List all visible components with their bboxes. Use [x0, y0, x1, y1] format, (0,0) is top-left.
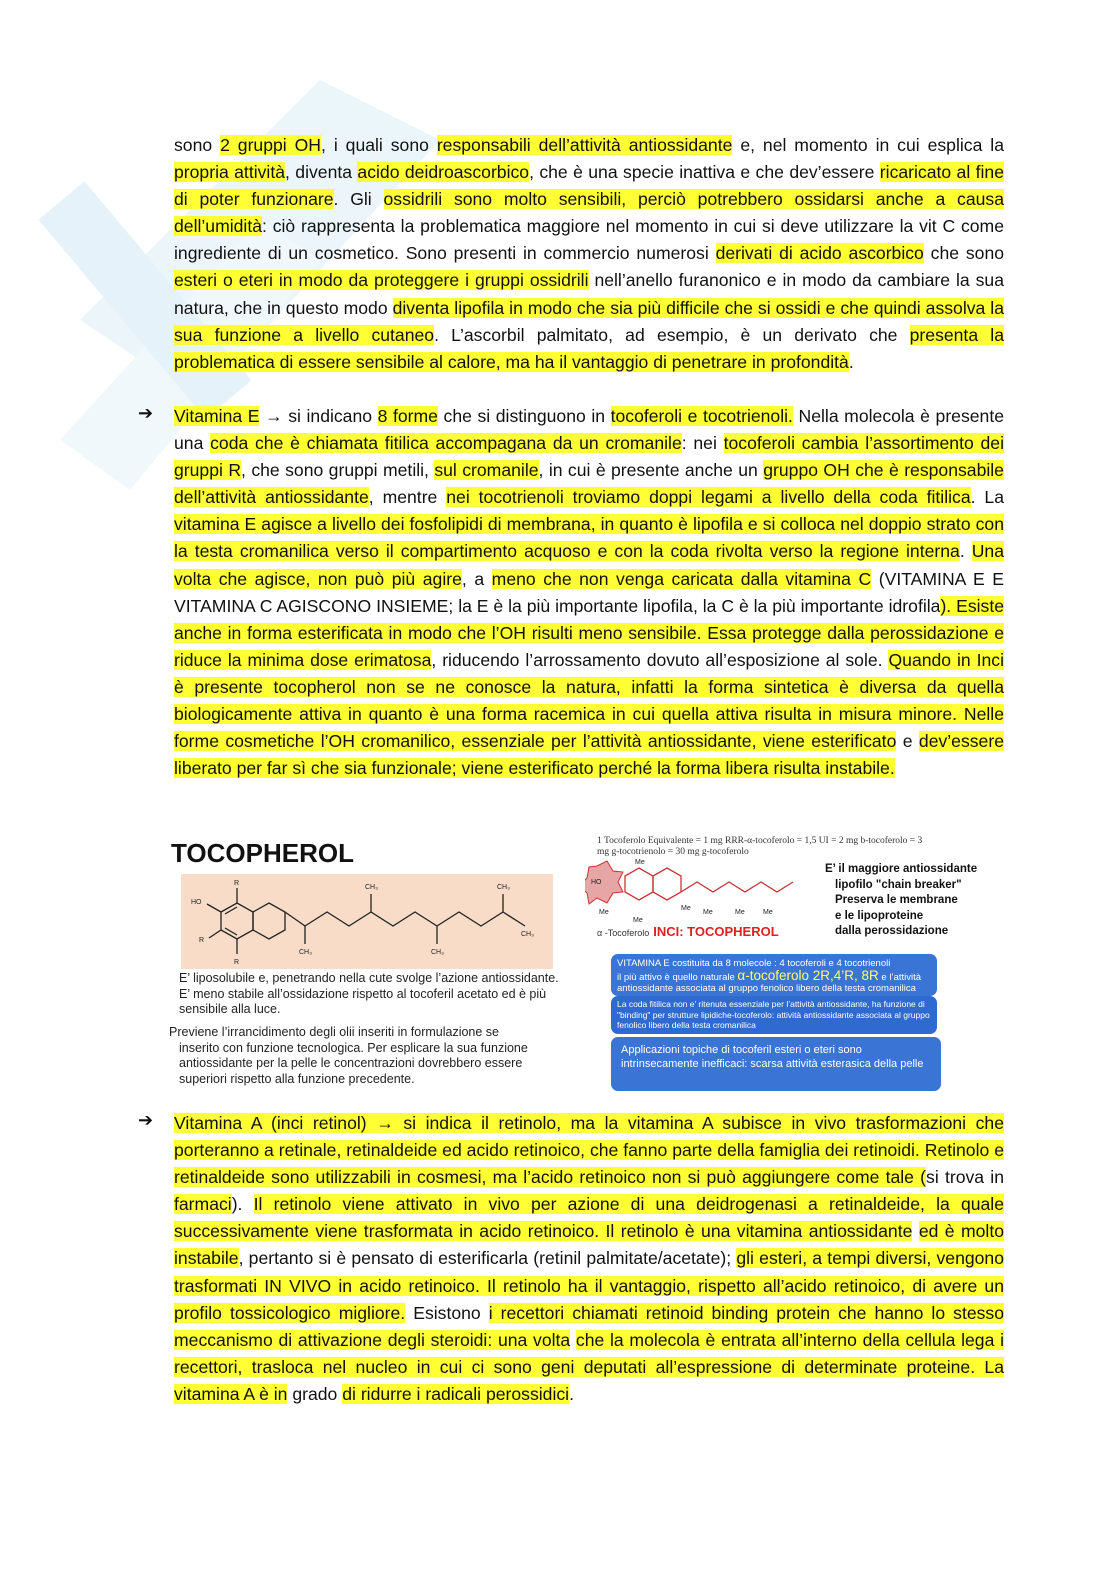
- highlighted-text: coda che è chiamata fitilica accompagana da un cromanile: [210, 433, 682, 454]
- info-box-topical: Applicazioni topiche di tocoferil esteri o eteri sono intrinsecamente inefficaci: scarsa attività esterasica della pelle: [611, 1037, 941, 1091]
- text-run: , diventa: [285, 162, 358, 183]
- text-run: che si distinguono in: [437, 406, 611, 426]
- note-line-1: lipofilo "chain breaker": [835, 878, 962, 891]
- text-run: , pertanto si è pensato di esterificarla (retinil palmitate/acetate);: [238, 1248, 737, 1269]
- highlighted-text: Vitamina A (inci retinol): [174, 1113, 377, 1133]
- text-run: . Gli: [333, 189, 384, 210]
- text-run: , che è una specie inattiva e che dev’essere: [529, 162, 880, 183]
- struct-ch3-c: CH₃: [431, 949, 444, 956]
- highlighted-text: Il retinolo viene attivato in vivo per azione di una deidrogenasi a retinaldeide, la quale successivamente viene trasformata in acido retinoico. Il retinolo è una vitamina antiossidante: [174, 1194, 1004, 1242]
- text-run: che sono: [923, 243, 1005, 264]
- highlighted-text: gruppo OH che è responsabile dell’attività antiossidante: [174, 460, 1004, 508]
- text-run: , che sono gruppi metili,: [241, 460, 435, 481]
- note-line-3: e le lipoproteine: [835, 909, 924, 922]
- highlighted-text: ossidrili sono molto sensibili, perciò potrebbero ossidarsi anche a causa dell’umidità: [174, 189, 1004, 237]
- box1-line-2a: il più attivo è quello naturale: [617, 971, 738, 983]
- highlighted-text: che la molecola è entrata all’interno della cellula lega i recettori, trasloca nel nucleo in cui ci sono geni deputati all’espressione di determinate proteine. La vitamina A è in: [174, 1329, 1004, 1404]
- highlighted-text: propria attività: [174, 162, 286, 183]
- highlighted-text: Quando in Inci è presente tocopherol non se ne conosce la natura, infatti la forma sintetica è diversa da quella biologicamente attiva in quanto è una forma racemica in cui quella attiva risulta in misura minore. Nelle forme cosmetiche l’OH cromanilico, essenziale per l’attività antiossidante, viene esterificato: [174, 649, 1005, 752]
- text-run: Nella molecola è presente una: [174, 406, 1005, 454]
- text-run: , in cui è presente anche un: [538, 460, 764, 481]
- inci-label: [597, 924, 779, 939]
- mol-ho: HO: [591, 879, 602, 886]
- info-box-phytyl-tail: La coda fitilica non e’ ritenuta essenziale per l’attività antiossidante, ha funzione di "binding" per strutture lipidiche-tocoferolo: attività antiossidante associata al gruppo fenolico libero della testa cromanilica: [611, 996, 937, 1034]
- text-run: →: [265, 406, 283, 426]
- tocopherol-equivalence: 1 Tocoferolo Equivalente = 1 mg RRR-α-tocoferolo = 1,5 UI = 2 mg b-tocoferolo = 3 mg g-tocotrienolo = 30 mg g-tocoferolo: [597, 836, 923, 857]
- mol-me-1: Me: [635, 859, 645, 866]
- struct-ch3-e: CH₃: [521, 931, 534, 938]
- highlighted-text: 8 forme: [377, 406, 438, 426]
- inci-name: INCI: TOCOPHEROL: [653, 924, 779, 939]
- note-first: E’ il maggiore antiossidante: [825, 863, 978, 875]
- highlighted-text: Una volta che agisce, non può più agire: [174, 541, 1004, 589]
- figure-description-2-first: Previene l’irrancidimento degli olii inseriti in formulazione se: [169, 1025, 500, 1039]
- box1-line-1: VITAMINA E costituita da 8 molecole : 4 tocoferoli e 4 tocotrienoli: [617, 958, 891, 969]
- figure-description-2-rest: inserito con funzione tecnologica. Per esplicare la sua funzione antiossidante per la pelle le concentrazioni dovrebbero essere superiori rispetto alla funzione precedente.: [179, 1040, 528, 1086]
- highlighted-text: responsabili dell’attività antiossidante: [436, 135, 733, 155]
- tocopherol-structure: [181, 874, 553, 969]
- text-run: , mentre: [368, 487, 447, 508]
- struct-r-bottom: R: [234, 959, 240, 966]
- highlighted-text: 2 gruppi OH: [220, 135, 322, 155]
- figure-description-2: [169, 1025, 559, 1087]
- highlighted-text: gli esteri, a tempi diversi, vengono trasformati IN VIVO in acido retinoico. Il retinolo ha il vantaggio, rispetto all’acido retinoico, di avere un profilo tossicologico migliore.: [174, 1248, 1004, 1323]
- text-run: si indicano: [282, 406, 378, 426]
- text-run: Esistono: [405, 1302, 489, 1323]
- struct-ch3-b: CH₃: [365, 884, 378, 891]
- text-run: . La: [970, 487, 1004, 508]
- figure-title: TOCOPHEROL: [171, 838, 354, 868]
- highlighted-text: sul cromanile: [434, 460, 539, 481]
- highlighted-text: vitamina E agisce a livello dei fosfolipidi di membrana, in quanto è lipofila e si colloca nel doppio strato con la testa cromanilica verso il compartimento acquoso e con la coda rivolta verso la regione interna: [174, 514, 1004, 562]
- text-run: , riducendo l’arrossamento dovuto all’esposizione al sole.: [431, 649, 889, 670]
- highlighted-text: ricaricato al fine di poter funzionare: [174, 162, 1005, 210]
- text-run: sono: [174, 135, 221, 155]
- highlighted-text: Vitamina E: [174, 406, 260, 426]
- highlighted-text: ed è molto instabile: [174, 1221, 1004, 1269]
- text-run: .: [959, 541, 972, 562]
- text-run: ).: [231, 1194, 254, 1215]
- highlighted-text: diventa lipofila in modo che sia più difficile che si ossidi e che quindi assolva la sua funzione a livello cutaneo: [174, 297, 1004, 345]
- text-run: .: [848, 351, 854, 372]
- mol-me-3: Me: [633, 917, 643, 924]
- text-run: si trova in: [926, 1167, 1004, 1188]
- inci-prefix: α -Tocoferolo: [597, 928, 650, 938]
- highlighted-text: →: [376, 1113, 394, 1133]
- note-line-2: Preserva le membrane: [835, 894, 958, 906]
- figure-description-1: E’ liposolubile e, penetrando nella cute svolge l’azione antiossidante. E’ meno stabile all’ossidazione rispetto al tocoferil acetato ed è più sensibile alla luce.: [179, 971, 559, 1016]
- mol-me-2: Me: [599, 909, 609, 916]
- highlighted-text: dev’essere liberato per far sì che sia funzionale; viene esterificato perché la forma libera risulta instabile.: [174, 731, 1004, 779]
- box1-line-2b: e l’attività antiossidante associata al gruppo fenolico libero della testa cromanilica: [617, 971, 922, 994]
- highlighted-text: meno che non venga caricata dalla vitamina C: [491, 568, 872, 589]
- highlighted-text: di ridurre i radicali perossidici: [342, 1383, 570, 1404]
- mol-me-6: Me: [735, 909, 745, 916]
- struct-ho: HO: [191, 899, 202, 906]
- box1-line-2: [617, 967, 931, 995]
- text-run: . L’ascorbil palmitato, ad esempio, è un derivato che: [434, 324, 910, 345]
- paragraph-vitamin-e: [174, 403, 1004, 782]
- paragraph-vitamin-c: [174, 132, 1004, 376]
- highlighted-text: derivati di acido ascorbico: [715, 243, 924, 264]
- mol-me-7: Me: [763, 909, 773, 916]
- highlighted-text: nei tocotrienoli troviamo doppi legami a livello della coda fitilica: [446, 487, 971, 508]
- text-run: e, nel momento in cui esplica la: [732, 135, 1004, 155]
- highlighted-text: ). Esiste anche in forma esterificata in modo che l’OH risulti meno sensibile. Essa protegge dalla perossidazione e riduce la minima dose erimatosa: [174, 595, 1005, 670]
- highlighted-text: tocoferoli cambia l’assortimento dei gruppi R: [174, 433, 1004, 481]
- struct-ch3-d: CH₃: [497, 884, 510, 891]
- box1-highlight: α-tocoferolo 2R,4’R, 8R: [737, 967, 879, 983]
- text-run: nell’anello furanonico e in modo da cambiare la sua natura, che in questo modo: [174, 270, 1005, 318]
- text-run: , a: [461, 568, 492, 589]
- struct-r-left: R: [199, 937, 205, 944]
- highlighted-text: esteri o eteri in modo da proteggere i gruppi ossidrili: [174, 270, 589, 291]
- text-run: (VITAMINA E E VITAMINA C AGISCONO INSIEME; la E è la più importante lipofila, la C è la più importante idrofila: [174, 568, 1004, 616]
- highlighted-text: acido deidroascorbico: [357, 162, 530, 183]
- struct-ch3-a: CH₃: [299, 949, 312, 956]
- mol-me-4: Me: [681, 905, 691, 912]
- note-line-4: dalla perossidazione: [835, 925, 949, 937]
- highlighted-text: tocoferoli e tocotrienoli.: [610, 406, 793, 426]
- text-run: : ciò rappresenta la problematica maggiore nel momento in cui si deve utilizzare la vit C come ingrediente di un cosmetico. Sono presenti in commercio numerosi: [174, 216, 1004, 264]
- mol-me-5: Me: [703, 909, 713, 916]
- struct-r-top: R: [234, 880, 240, 887]
- paragraph-vitamin-a: [174, 1110, 1004, 1408]
- text-run: [912, 1221, 918, 1241]
- tocopherol-figure: [165, 830, 1010, 1105]
- highlighted-text: farmaci: [174, 1194, 232, 1215]
- text-run: .: [569, 1383, 574, 1404]
- text-run: , i quali sono: [321, 135, 437, 155]
- highlighted-text: presenta la problematica di essere sensibile al calore, ma ha il vantaggio di penetrare in profondità: [174, 324, 1004, 372]
- highlighted-text: si indica il retinolo, ma la vitamina A subisce in vivo trasformazioni che porteranno a retinale, retinaldeide ed acido retinoico, che fanno parte della famiglia dei retinoidi. Retinolo e retinaldeide sono utilizzabili in cosmesi, ma l’acido retinoico non si può aggiungere come tale (: [174, 1113, 1004, 1188]
- bullet-arrow-icon: ➔: [138, 1110, 154, 1130]
- info-box-forms: [611, 954, 937, 996]
- text-run: : nei: [681, 433, 724, 454]
- bullet-arrow-icon: ➔: [138, 403, 154, 423]
- highlighted-text: i recettori chiamati retinoid binding protein che hanno lo stesso meccanismo di attivazione degli steroidi: una volta: [174, 1302, 1004, 1350]
- antioxidant-note: [825, 862, 995, 940]
- text-run: e: [896, 731, 919, 752]
- text-run: grado: [287, 1383, 343, 1404]
